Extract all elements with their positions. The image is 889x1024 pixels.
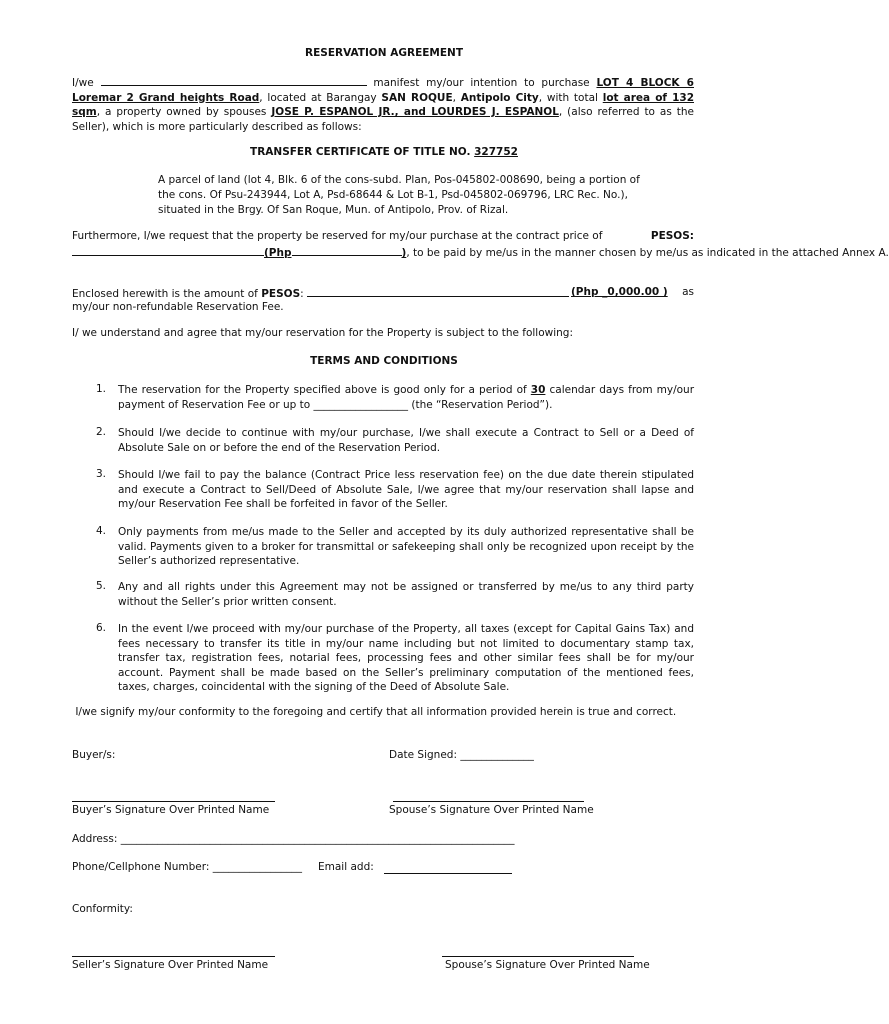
terms-heading: TERMS AND CONDITIONS [310,355,458,367]
phone-field[interactable]: Phone/Cellphone Number: _________________ [72,861,303,873]
comma: , [452,91,456,104]
term-item: Should I/we fail to pay the balance (Contract Price less reservation fee) on the due date therein stipulated and execute a Contract to Sell/Deed of Absolute Sale, I/we agree that my/our reservation shall lapse and my/our Reservation Fee shall be forfeited in favor of the Seller. [118,469,694,510]
with-total-text: , with total [538,91,598,104]
tct-heading [0,146,768,158]
seller-spouse-signature-caption: Spouse’s Signature Over Printed Name [445,959,650,971]
manifest-text: manifest my/our intention to purchase [373,77,590,89]
email-blank[interactable] [384,873,512,874]
term-text: The reservation for the Property specified above is good only for a period of [118,384,527,396]
reservation-days: 30 [530,384,546,396]
term-item: In the event I/we proceed with my/our purchase of the Property, all taxes (except for Capital Gains Tax) and fees necessary to transfer its title in my/our name including but not limited to documentary stamp tax, transfer tax, registration fees, notarial fees, processing fees and other similar fees shall be for my/our account. Payment shall be made based on the Seller’s preliminary computation of the mentioned fees, taxes, charges, coincidental with the signing of the Deed of Absolute Sale. [118,623,694,693]
reservation-fee-words-blank[interactable] [307,285,569,297]
term-number: 6. [96,622,107,634]
term-number: 1. [96,383,107,395]
enclosed-text: Enclosed herewith is the amount of [72,288,258,300]
spouse-signature-line[interactable] [393,801,584,802]
reservation-fee-paragraph [72,285,694,315]
non-refundable-text: my/our non-refundable Reservation Fee. [72,301,284,313]
owner-names: JOSE P. ESPANOL JR., and LOURDES J. ESPANOL [271,106,559,118]
parcel-description [158,173,640,218]
buyers-label: Buyer/s: [72,749,116,761]
contract-price-words-blank[interactable] [72,244,264,256]
as-text: as [682,286,694,298]
document-title: RESERVATION AGREEMENT [305,47,463,59]
address-field[interactable]: Address: ___________________________________________________________________________ [72,833,515,845]
term-number: 4. [96,525,107,537]
subject-to-statement: I/ we understand and agree that my/our reservation for the Property is subject to the following: [72,327,574,339]
contract-price-paragraph [72,229,889,261]
term-number: 5. [96,580,107,592]
term-item: Any and all rights under this Agreement may not be assigned or transferred by me/us to any third party without the Seller’s prior written consent. [118,581,694,608]
lot-description: LOT 4 BLOCK 6 Loremar 2 Grand heights Road [72,77,694,104]
tct-number: 327752 [474,146,518,158]
email-label: Email add: [318,861,374,873]
intro-paragraph [72,74,694,134]
date-signed-field[interactable]: Date Signed: ______________ [389,749,534,761]
iwe-text: I/we [72,77,94,89]
php-label: (Php [264,247,292,259]
seller-spouse-signature-line[interactable] [442,956,634,957]
city-name: Antipolo City [460,91,539,104]
colon: : [300,288,304,300]
contract-price-amount-blank[interactable] [292,244,402,256]
tct-label: TRANSFER CERTIFICATE OF TITLE NO. [250,146,471,158]
seller-reference-text: , (also referred to as the Seller), which is more particularly described as follows: [72,106,694,133]
php-close: ) [401,247,407,259]
reservation-fee-amount: (Php _0,000.00 ) [571,286,668,298]
conformity-label: Conformity: [72,903,133,915]
parcel-line: A parcel of land (lot 4, Blk. 6 of the cons-subd. Plan, Pos-045802-008690, being a portion of [158,174,640,186]
located-text: , located at Barangay [259,91,377,104]
seller-signature-line[interactable] [72,956,275,957]
spouse-signature-caption: Spouse’s Signature Over Printed Name [389,804,594,816]
term-text: calendar days from my/our payment of Reservation Fee or up to __________________ (the “Reservation Period”). [118,384,695,411]
enclosed-pesos-label: PESOS [261,288,301,300]
parcel-line: situated in the Brgy. Of San Roque, Mun. of Antipolo, Prov. of Rizal. [158,204,509,216]
term-item: Only payments from me/us made to the Seller and accepted by its duly authorized representative shall be valid. Payments given to a broker for transmittal or safekeeping shall only be recognized upon receipt by the Seller’s authorized representative. [118,526,694,567]
seller-signature-caption: Seller’s Signature Over Printed Name [72,959,269,971]
contract-price-text: Furthermore, I/we request that the property be reserved for my/our purchase at the contract price of [72,230,603,242]
lot-area: lot area of 132 sqm [72,91,694,118]
conformity-statement: I/we signify my/our conformity to the foregoing and certify that all information provided herein is true and correct. [72,706,677,718]
term-item [118,383,694,412]
owned-by-text: , a property owned by spouses [96,106,267,118]
buyer-signature-caption: Buyer’s Signature Over Printed Name [72,804,270,816]
parcel-line: the cons. Of Psu-243944, Lot A, Psd-68644 & Lot B-1, Psd-045802-069796, LRC Rec. No.), [158,189,628,201]
term-number: 3. [96,468,107,480]
term-item: Should I/we decide to continue with my/our purchase, I/we shall execute a Contract to Sell or a Deed of Absolute Sale on or before the end of the Reservation Period. [118,427,694,454]
payment-manner-text: , to be paid by me/us in the manner chosen by me/us as indicated in the attached Annex A. [406,247,889,259]
term-number: 2. [96,426,107,438]
pesos-label: PESOS: [650,230,694,242]
buyer-name-blank[interactable] [101,74,367,86]
buyer-signature-line[interactable] [72,801,275,802]
barangay-name: SAN ROQUE [381,91,453,104]
